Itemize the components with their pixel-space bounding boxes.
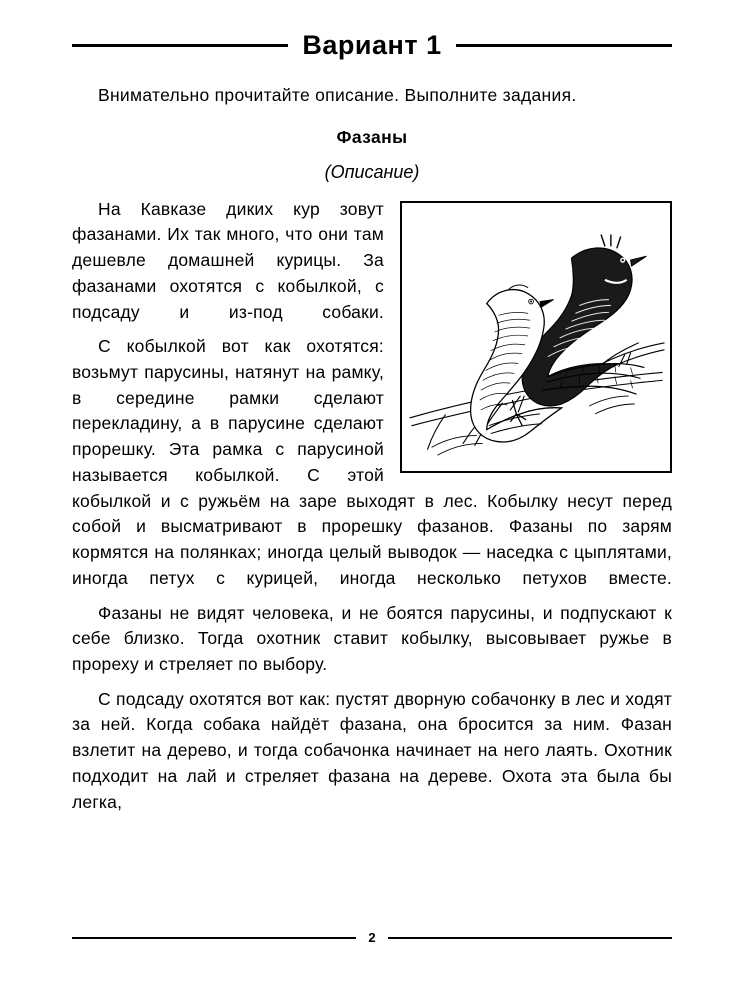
page-content	[72, 30, 672, 817]
pheasant-illustration-svg	[402, 203, 670, 471]
story-paragraph: На Кавказе диких кур зовут фазанами. Их так много, что они там дешевле домашней курицы. За фазанами охотятся с кобылкой, с подсаду и из-под собаки.	[72, 198, 384, 322]
story-subtitle: (Описание)	[324, 161, 420, 182]
header-rule-right	[456, 44, 672, 47]
page-footer	[72, 930, 672, 945]
page-header	[72, 30, 672, 61]
story-paragraph: С кобылкой вот как охотятся: возьмут парусины, натянут на рамку, в середине рамки сделают перекладину, а в парусине сделают прорешку. Эта рамка с парусиной называется кобылкой. С этой кобылкой и с ружьём на заре выходят в лес. Кобылку несут перед собой и высматривают в прорешку фазанов. Фазаны по зарям кормятся на полянках; иногда целый выводок — наседка с цыплятами, иногда петух с курицей, иногда несколько петухов вместе.	[72, 336, 672, 588]
story-paragraph: Фазаны не видят человека, и не боятся парусины, и подпускают к себе близко. Тогда охотник ставит кобылку, высовывает ружье в прореху и стреляет по выбору.	[72, 602, 672, 674]
header-rule-left	[72, 44, 288, 47]
footer-rule-left	[72, 937, 356, 939]
story-paragraph: С подсаду охотятся вот как: пустят дворную собачонку в лес и ходят за ней. Когда собака найдёт фазана, она бросится за ним. Фазан взлетит на дерево, и тогда собачонка начинает на него лаять. Охотник подходит на лай и стреляет фазана на дереве. Охота эта была бы легка,	[72, 688, 672, 812]
pheasant-illustration	[400, 201, 672, 473]
page-title: Вариант 1	[302, 30, 442, 60]
page-number: 2	[368, 930, 376, 945]
footer-rule-right	[388, 937, 672, 939]
instructions-text: Внимательно прочитайте описание. Выполните задания.	[98, 85, 577, 105]
story-title: Фазаны	[336, 126, 408, 147]
